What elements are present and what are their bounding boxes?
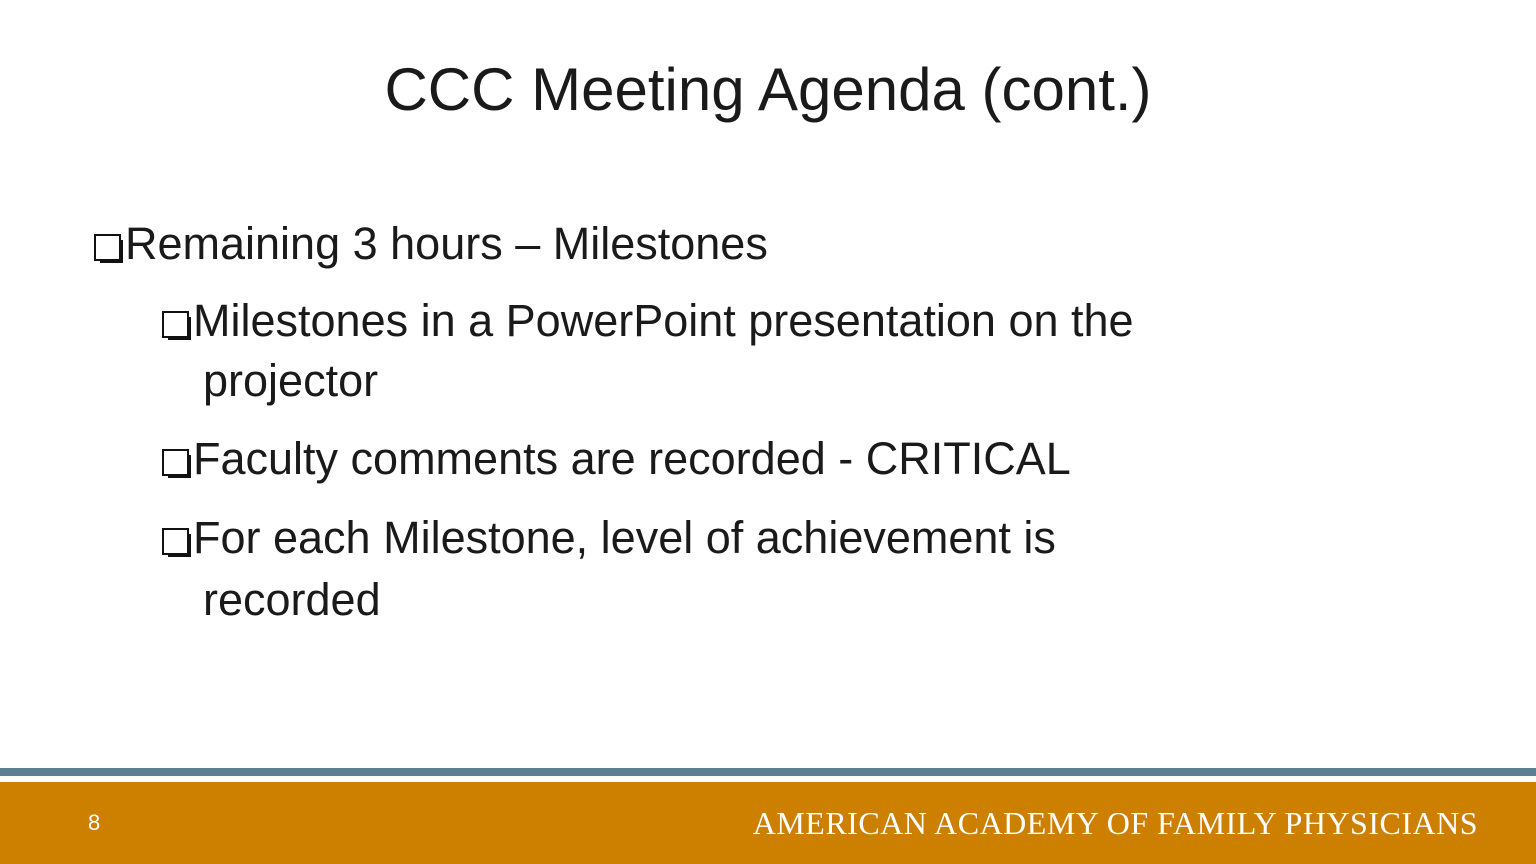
bullet-text: Faculty comments are recorded - CRITICAL xyxy=(193,433,1071,484)
slide-title: CCC Meeting Agenda (cont.) xyxy=(384,56,1152,123)
checkbox-square-icon xyxy=(162,528,189,555)
sub-bullet-item xyxy=(162,429,1071,489)
bullet-text: Milestones in a PowerPoint presentation on the xyxy=(193,295,1134,346)
organization-name: AMERICAN ACADEMY OF FAMILY PHYSICIANS xyxy=(752,805,1478,841)
page-number: 8 xyxy=(88,810,101,835)
sub-bullet-item xyxy=(162,291,1134,406)
checkbox-square-icon xyxy=(94,234,121,261)
bullet-item xyxy=(94,214,768,274)
checkbox-square-icon xyxy=(162,449,189,476)
bullet-text: Remaining 3 hours – Milestones xyxy=(125,218,768,269)
bullet-text: For each Milestone, level of achievement is xyxy=(193,512,1056,563)
footer-divider-line xyxy=(0,768,1536,776)
sub-bullet-item xyxy=(162,508,1056,625)
bullet-text-continuation: projector xyxy=(203,355,379,406)
bullet-text-continuation: recorded xyxy=(203,574,381,625)
checkbox-square-icon xyxy=(162,311,189,338)
